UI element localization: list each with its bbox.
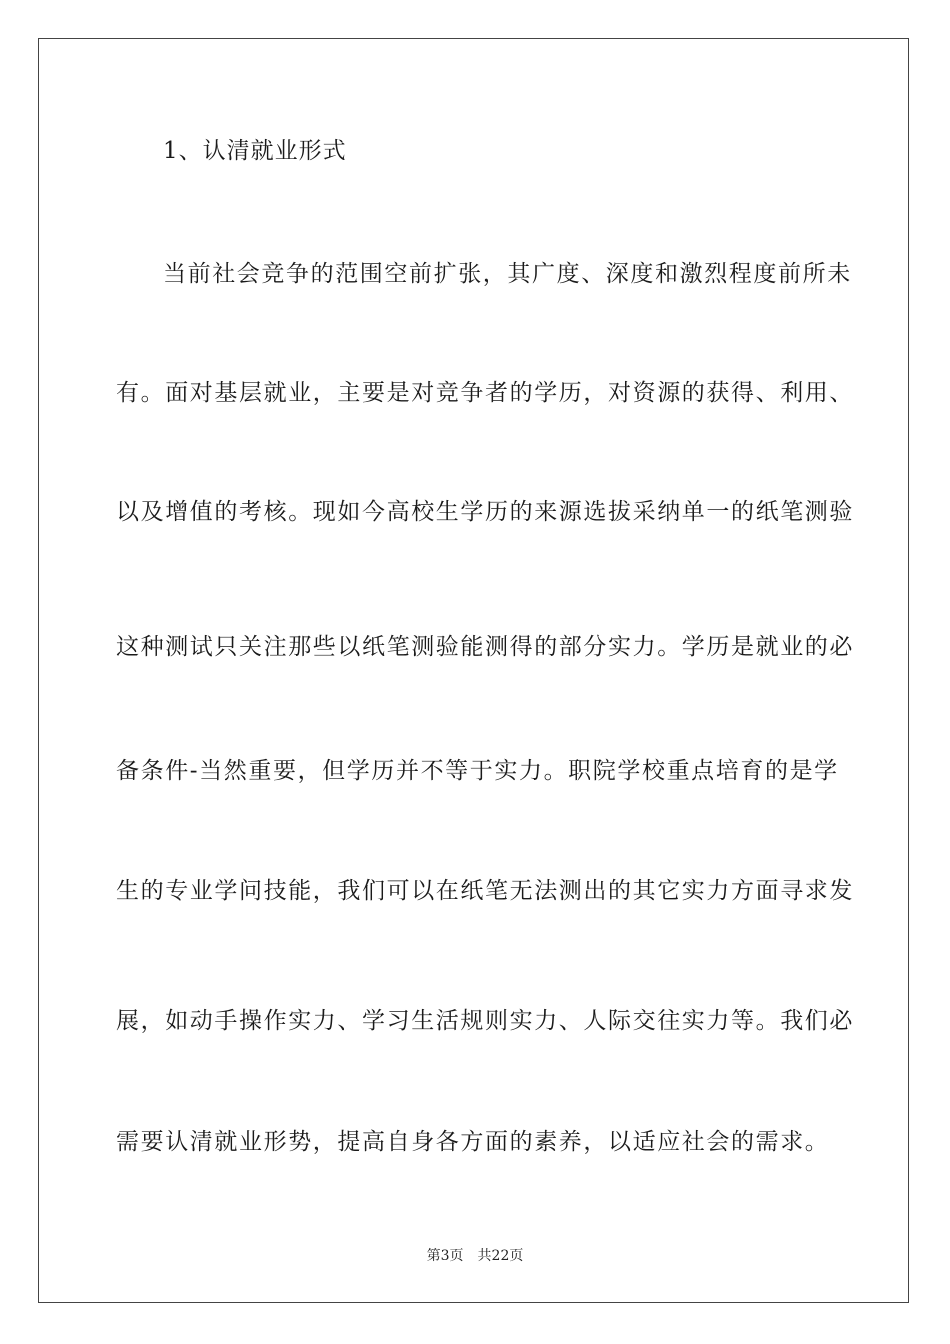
paragraph-line: 需要认清就业形势，提高自身各方面的素养，以适应社会的需求。 — [116, 1129, 830, 1155]
page-total: 共22页 — [477, 1248, 524, 1264]
paragraph-line: 有。面对基层就业，主要是对竞争者的学历，对资源的获得、利用、 — [116, 380, 854, 406]
paragraph-line: 展，如动手操作实力、学习生活规则实力、人际交往实力等。我们必 — [116, 1008, 854, 1034]
paragraph-line: 当前社会竞争的范围空前扩张，其广度、深度和激烈程度前所未 — [163, 261, 852, 287]
paragraph-line: 以及增值的考核。现如今高校生学历的来源选拔采纳单一的纸笔测验 — [116, 499, 854, 525]
section-heading: 1、认清就业形式 — [163, 138, 347, 164]
page-number: 第3页 — [426, 1248, 464, 1264]
page-footer — [0, 1246, 950, 1266]
page-border — [38, 38, 909, 1303]
paragraph-line: 这种测试只关注那些以纸笔测验能测得的部分实力。学历是就业的必 — [116, 634, 854, 660]
paragraph-line: 生的专业学问技能，我们可以在纸笔无法测出的其它实力方面寻求发 — [116, 878, 854, 904]
paragraph-line: 备条件-当然重要，但学历并不等于实力。职院学校重点培育的是学 — [116, 758, 839, 784]
